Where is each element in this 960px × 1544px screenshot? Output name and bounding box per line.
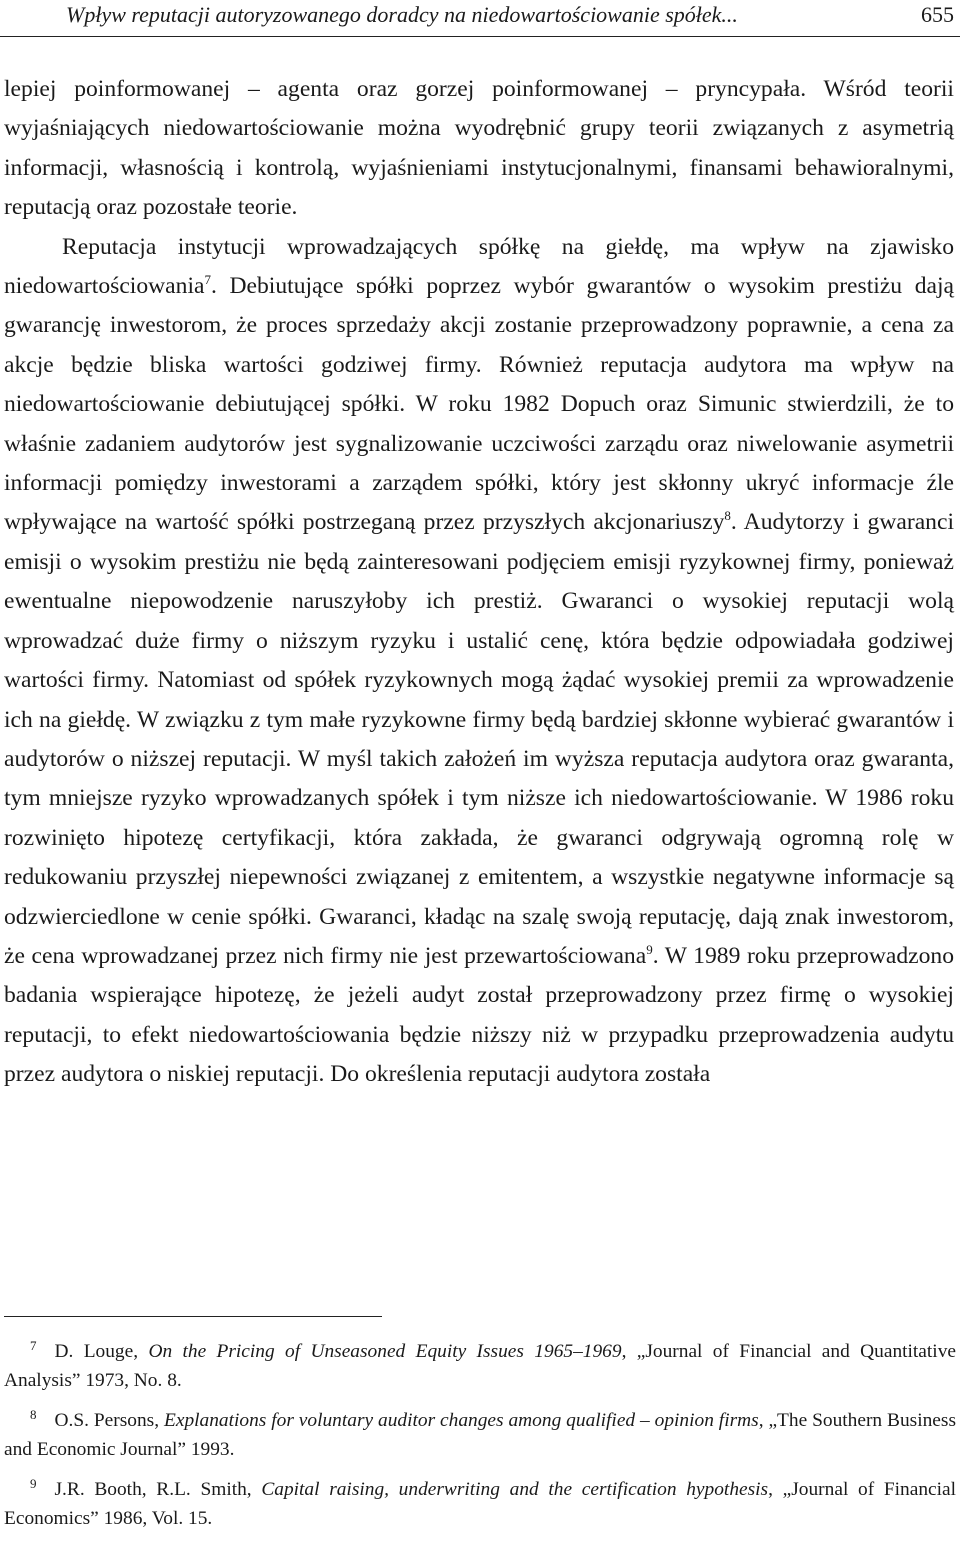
paragraph-2-part-d: . W 1989 roku przeprowadzono badania wspierające hipotezę, że jeżeli audyt został przeprowadzony przez firmę o wysokiej reputacji, to efekt niedowartościowania będzie niższy niż w przypadku przeprowadzenia audytu przez audytora o niskiej reputacji. Do określenia reputacji audytora została (4, 942, 955, 1088)
footnote-7 (4, 1337, 956, 1395)
footnote-8 (4, 1406, 956, 1464)
footnote-ref-8[interactable]: 8 (724, 508, 731, 524)
footnote-number: 7 (30, 1338, 37, 1353)
footnote-author: D. Louge, (54, 1341, 149, 1362)
footnote-ref-7[interactable]: 7 (204, 272, 211, 288)
paragraph-2 (4, 228, 954, 1095)
running-header (0, 0, 960, 37)
footnote-number: 8 (30, 1407, 37, 1422)
footnote-number: 9 (30, 1476, 37, 1491)
footnote-ref-9[interactable]: 9 (646, 941, 653, 957)
footnote-title: Explanations for voluntary auditor changes among qualified – opinion firms (164, 1410, 759, 1431)
paragraph-2-part-a: Reputacja instytucji wprowadzających spółkę na giełdę, ma wpływ na zjawisko niedowartościowania (4, 233, 954, 300)
running-header-title: Wpływ reputacji autoryzowanego doradcy na niedowartościowanie spółek... (66, 2, 738, 27)
paragraph-2-part-b: . Debiutujące spółki poprzez wybór gwarantów o wysokim prestiżu dają gwarancję inwestorom, że proces sprzedaży akcji zostanie przeprowadzony poprawnie, a cena za akcje będzie bliska wartości godziwej firmy. Również reputacja audytora ma wpływ na niedowartościowanie debiutującej spółki. W roku 1982 Dopuch oraz Simunic stwierdzili, że to właśnie zadaniem audytorów jest sygnalizowanie uczciwości zarządu oraz niwelowanie asymetrii informacji pomiędzy inwestorami a zarządem spółki, który jest skłonny ukryć informacje źle wpływające na wartość spółki postrzeganą przez przyszłych akcjonariuszy (4, 273, 954, 536)
main-text (4, 70, 954, 1095)
footnotes (4, 1337, 956, 1544)
footnote-source: , „Journal of Financial and Quantitative Analysis” 1973, No. 8. (4, 1341, 956, 1391)
footnote-9 (4, 1475, 956, 1533)
footnote-author: J.R. Booth, R.L. Smith, (54, 1479, 262, 1500)
footnote-source: , „Journal of Financial Economics” 1986, Vol. 15. (4, 1479, 957, 1529)
footnote-title: On the Pricing of Unseasoned Equity Issues 1965–1969 (148, 1341, 622, 1362)
page-number: 655 (921, 2, 954, 27)
footnote-title: Capital raising, underwriting and the certification hypothesis (261, 1479, 769, 1500)
paragraph-2-part-c: . Audytorzy i gwaranci emisji o wysokim prestiżu nie będą zainteresowani podjęciem emisji ryzykownej firmy, ponieważ ewentualne niepowodzenie naruszyłoby ich prestiż. Gwaranci o wysokiej reputacji wolą wprowadzać duże firmy o niższym ryzyku i ustalić cenę, która będzie odpowiadała godziwej wartości firmy. Natomiast od spółek ryzykownych mogą żądać wysokiej premii za wprowadzenie ich na giełdę. W związku z tym małe ryzykowne firmy będą bardziej skłonne wybierać gwarantów i audytorów o niższej reputacji. W myśl takich założeń im wyższa reputacja audytora oraz gwaranta, tym mniejsze ryzyko wprowadzanych spółek i tym niższe ich niedowartościowanie. W 1986 roku rozwinięto hipotezę certyfikacji, która zakłada, że gwaranci odgrywają ogromną rolę w redukowaniu przyszłej niepewności związanej z emitentem, a wszystkie negatywne informacje są odzwierciedlone w cenie spółki. Gwaranci, kładąc na szalę swoją reputację, dają znak inwestorom, że cena wprowadzanej przez nich firmy nie jest przewartościowana (4, 509, 954, 969)
paragraph-1: lepiej poinformowanej – agenta oraz gorzej poinformowanej – pryncypała. Wśród teorii wyjaśniających niedowartościowanie można wyodrębnić grupy teorii związanych z asymetrią informacji, własnością i kontrolą, wyjaśnieniami instytucjonalnymi, finansami behawioralnymi, reputacją oraz pozostałe teorie. (4, 76, 954, 221)
footnote-source: , „The Southern Business and Economic Journal” 1993. (4, 1410, 957, 1460)
footnote-separator (4, 1316, 382, 1317)
footnote-author: O.S. Persons, (54, 1410, 164, 1431)
